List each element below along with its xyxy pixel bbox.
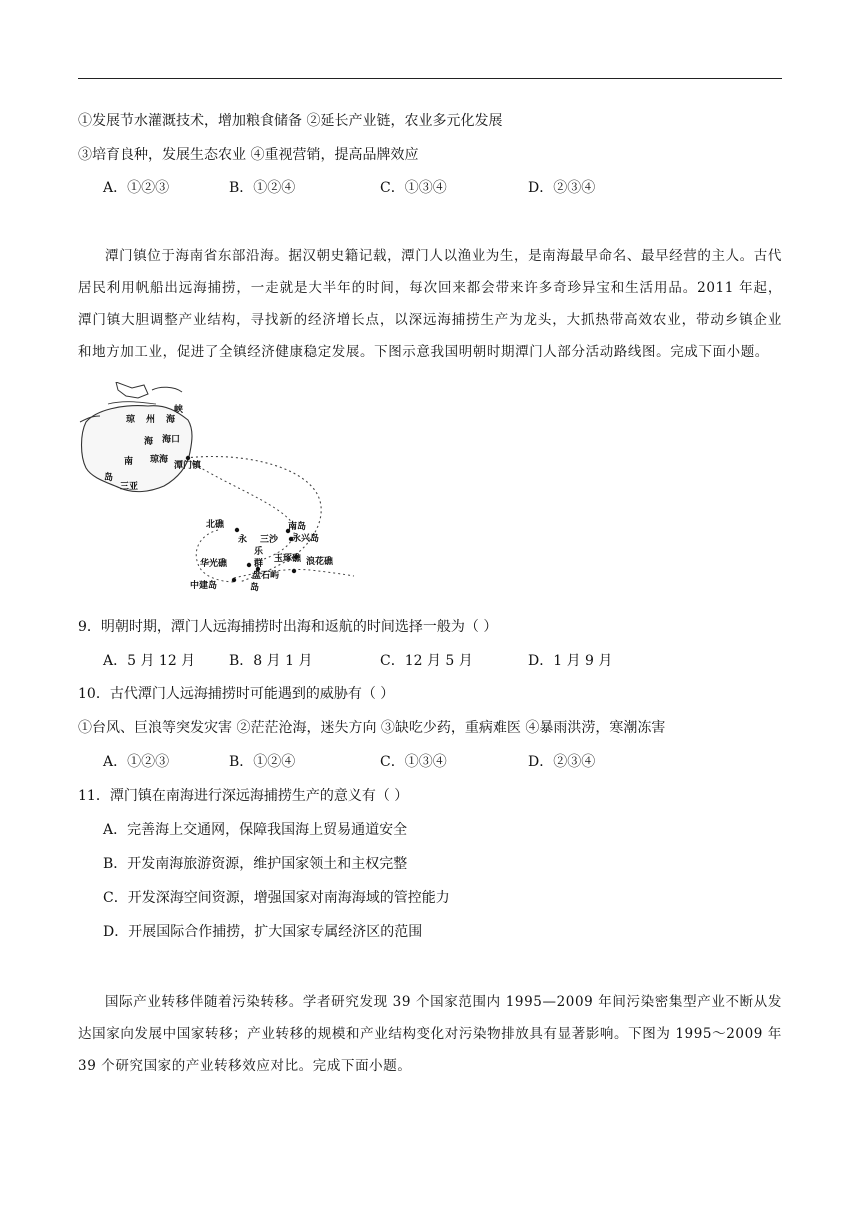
q8-option-a[interactable]: A．①②③ bbox=[103, 180, 170, 196]
q10-stem: 10．古代潭门人远海捕捞时可能遇到的威胁有（ ） bbox=[78, 686, 395, 702]
map-label-zhou: 州 bbox=[146, 415, 156, 425]
q11-option-c[interactable]: C．开发深海空间资源，增强国家对南海海域的管控能力 bbox=[103, 890, 450, 906]
q8-option-b[interactable]: B．①②④ bbox=[229, 180, 296, 196]
q8-items-line1: ①发展节水灌溉技术，增加粮食储备 ②延长产业链，农业多元化发展 bbox=[78, 113, 503, 129]
map-label-sansha: 三沙 bbox=[260, 535, 279, 545]
map-label-beijiao: 北礁 bbox=[206, 520, 225, 530]
route-path-west bbox=[196, 530, 236, 582]
map-label-haikou: 海口 bbox=[162, 435, 181, 445]
map-label-nandao: 南岛 bbox=[288, 522, 307, 532]
zhongjian-point bbox=[232, 578, 236, 582]
passage-industry-transfer-text: 国际产业转移伴随着污染转移。学者研究发现 39 个国家范围内 1995—2009 年间污染密集型产业不断从发达国家向发展中国家转移；产业转移的规模和产业结构变化对污染物排放具有显著影响。下图为 1995～2009 年 39 个研究国家的产业转移效应对比。完成下面小题。 bbox=[78, 994, 782, 1074]
q9-option-a[interactable]: A．5 月 12 月 bbox=[103, 653, 196, 669]
map-label-hai2: 海 bbox=[144, 437, 154, 447]
q11-stem: 11．潭门镇在南海进行深远海捕捞生产的意义有（ ） bbox=[78, 788, 409, 804]
passage-industry-transfer bbox=[78, 986, 782, 1082]
q10-option-c[interactable]: C．①③④ bbox=[380, 754, 447, 770]
map-label-langhua: 浪花礁 bbox=[306, 557, 334, 567]
hainan-island bbox=[82, 406, 193, 492]
q8-items-line2: ③培育良种，发展生态农业 ④重视营销，提高品牌效应 bbox=[78, 147, 419, 163]
map-label-dao2: 岛 bbox=[250, 583, 260, 593]
q11-option-d[interactable]: D．开展国际合作捕捞，扩大国家专属经济区的范围 bbox=[103, 924, 423, 940]
q9-option-c[interactable]: C．12 月 5 月 bbox=[380, 653, 473, 669]
map-label-panshiyu: 盘石屿 bbox=[252, 571, 280, 581]
map-label-huaguang: 华光礁 bbox=[200, 559, 228, 569]
map-label-xia: 峡 bbox=[174, 405, 184, 415]
beijiao-point bbox=[235, 528, 239, 532]
map-label-yong: 永 bbox=[238, 535, 248, 545]
map-label-dao: 岛 bbox=[104, 473, 114, 483]
q10-option-a[interactable]: A．①②③ bbox=[103, 754, 170, 770]
map-label-sanya: 三亚 bbox=[120, 482, 139, 492]
passage-tanmen-text: 潭门镇位于海南省东部沿海。据汉朝史籍记载，潭门人以渔业为生，是南海最早命名、最早经营的主人。古代居民利用帆船出远海捕捞，一走就是大半年的时间，每次回来都会带来许多奇珍异宝和生活用品。2011 年起，潭门镇大胆调整产业结构，寻找新的经济增长点，以深远海捕捞生产为龙头，大抓热带高效农业，带动乡镇企业和地方加工业，促进了全镇经济健康稳定发展。下图示意我国明朝时期潭门人部分活动路线图。完成下面小题。 bbox=[78, 248, 782, 360]
map-label-le: 乐 bbox=[254, 547, 264, 557]
strait-line bbox=[108, 402, 156, 404]
q8-option-d[interactable]: D．②③④ bbox=[528, 180, 596, 196]
q8-option-c[interactable]: C．①③④ bbox=[380, 180, 447, 196]
route-path-inner bbox=[186, 458, 294, 562]
map-label-qun: 群 bbox=[254, 559, 264, 569]
q9-option-b[interactable]: B．8 月 1 月 bbox=[229, 653, 313, 669]
q11-option-a[interactable]: A．完善海上交通网，保障我国海上贸易通道安全 bbox=[103, 822, 408, 838]
map-label-tanmen: 潭门镇 bbox=[174, 461, 202, 471]
map-label-hai1: 海 bbox=[166, 415, 176, 425]
map-label-qiong: 琼 bbox=[126, 415, 136, 425]
q9-stem: 9．明朝时期，潭门人远海捕捞时出海和返航的时间选择一般为（ ） bbox=[78, 619, 498, 635]
huaguang-point bbox=[247, 563, 251, 567]
map-label-yuzhuo: 玉琢礁 bbox=[274, 554, 302, 564]
map-label-qionghai: 琼海 bbox=[150, 455, 169, 465]
header-rule bbox=[78, 78, 782, 79]
passage-tanmen bbox=[78, 240, 782, 368]
langhua-point bbox=[292, 569, 296, 573]
map-label-zhongjian: 中建岛 bbox=[190, 581, 218, 591]
q10-items: ①台风、巨浪等突发灾害 ②茫茫沧海，迷失方向 ③缺吃少药，重病难医 ④暴雨洪涝，寒潮冻害 bbox=[78, 720, 666, 736]
map-label-yongxing: 永兴岛 bbox=[292, 534, 320, 544]
q9-option-d[interactable]: D．1 月 9 月 bbox=[528, 653, 613, 669]
q11-option-b[interactable]: B．开发南海旅游资源，维护国家领土和主权完整 bbox=[103, 856, 408, 872]
tanmen-route-map bbox=[78, 382, 360, 604]
q10-option-b[interactable]: B．①②④ bbox=[229, 754, 296, 770]
q10-option-d[interactable]: D．②③④ bbox=[528, 754, 596, 770]
mainland-coast bbox=[152, 387, 182, 392]
map-label-nan: 南 bbox=[124, 457, 134, 467]
leizhou-coast bbox=[116, 382, 148, 398]
tanmen-point bbox=[186, 456, 190, 460]
